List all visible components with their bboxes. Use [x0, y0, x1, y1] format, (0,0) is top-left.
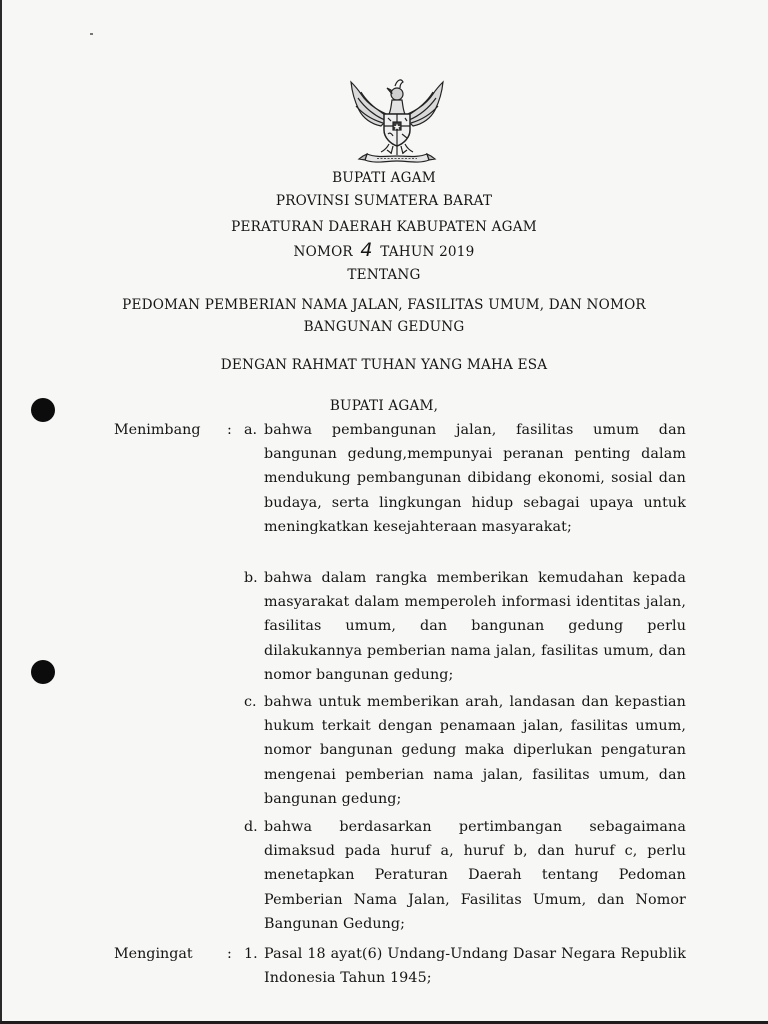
mengingat-mark-1: 1.	[244, 946, 258, 962]
scan-left-edge	[0, 0, 2, 1024]
about-heading: TENTANG	[347, 267, 421, 283]
menimbang-mark-c: c.	[244, 694, 257, 710]
subject-line-2: BANGUNAN GEDUNG	[303, 319, 465, 335]
authority-title: BUPATI AGAM	[332, 170, 436, 186]
scan-speck	[90, 33, 93, 35]
regulation-title: PERATURAN DAERAH KABUPATEN AGAM	[231, 219, 537, 235]
garuda-emblem-icon	[347, 76, 447, 164]
mengingat-item-1: Pasal 18 ayat(6) Undang-Undang Dasar Negara Republik Indonesia Tahun 1945;	[264, 946, 686, 987]
menimbang-colon: :	[227, 422, 232, 438]
menimbang-item-a: bahwa pembangunan jalan, fasilitas umum dan bangunan gedung,mempunyai peranan penting dalam mendukung pembangunan dibidang ekonomi, sosial dan budaya, serta lingkungan hidup sebagai upaya untuk meningkatkan kesejahteraan masyarakat;	[264, 422, 686, 535]
number-prefix: NOMOR	[293, 244, 353, 260]
menimbang-item-d: bahwa berdasarkan pertimbangan sebagaimana dimaksud pada huruf a, huruf b, dan huruf c, perlu menetapkan Peraturan Daerah tentang Pedoman Pemberian Nama Jalan, Fasilitas Umum, dan Nomor Bangunan Gedung;	[264, 819, 686, 932]
menimbang-item-b: bahwa dalam rangka memberikan kemudahan kepada masyarakat dalam memperoleh informasi identitas jalan, fasilitas umum, dan bangunan gedung perlu dilakukannya pemberian nama jalan, fasilitas umum, dan nomor bangunan gedung;	[264, 570, 686, 683]
issuer: BUPATI AGAM,	[329, 398, 439, 414]
mengingat-label: Mengingat	[114, 946, 193, 962]
regulation-number	[0, 239, 768, 261]
number-year: TAHUN 2019	[380, 244, 475, 260]
province-title: PROVINSI SUMATERA BARAT	[275, 193, 493, 209]
subject-line-1: PEDOMAN PEMBERIAN NAMA JALAN, FASILITAS UMUM, DAN NOMOR	[122, 297, 646, 313]
menimbang-mark-d: d.	[244, 819, 258, 835]
invocation: DENGAN RAHMAT TUHAN YANG MAHA ESA	[220, 357, 548, 373]
menimbang-mark-b: b.	[244, 570, 258, 586]
menimbang-item-c: bahwa untuk memberikan arah, landasan dan kepastian hukum terkait dengan penamaan jalan, fasilitas umum, nomor bangunan gedung maka diperlukan pengaturan mengenai pemberian nama jalan, fasilitas umum, dan bangunan gedung;	[264, 694, 686, 807]
number-value-handwritten: 4	[360, 239, 373, 261]
punch-hole-bottom	[31, 660, 55, 684]
menimbang-label: Menimbang	[114, 422, 201, 438]
menimbang-mark-a: a.	[244, 422, 258, 438]
mengingat-colon: :	[227, 946, 232, 962]
